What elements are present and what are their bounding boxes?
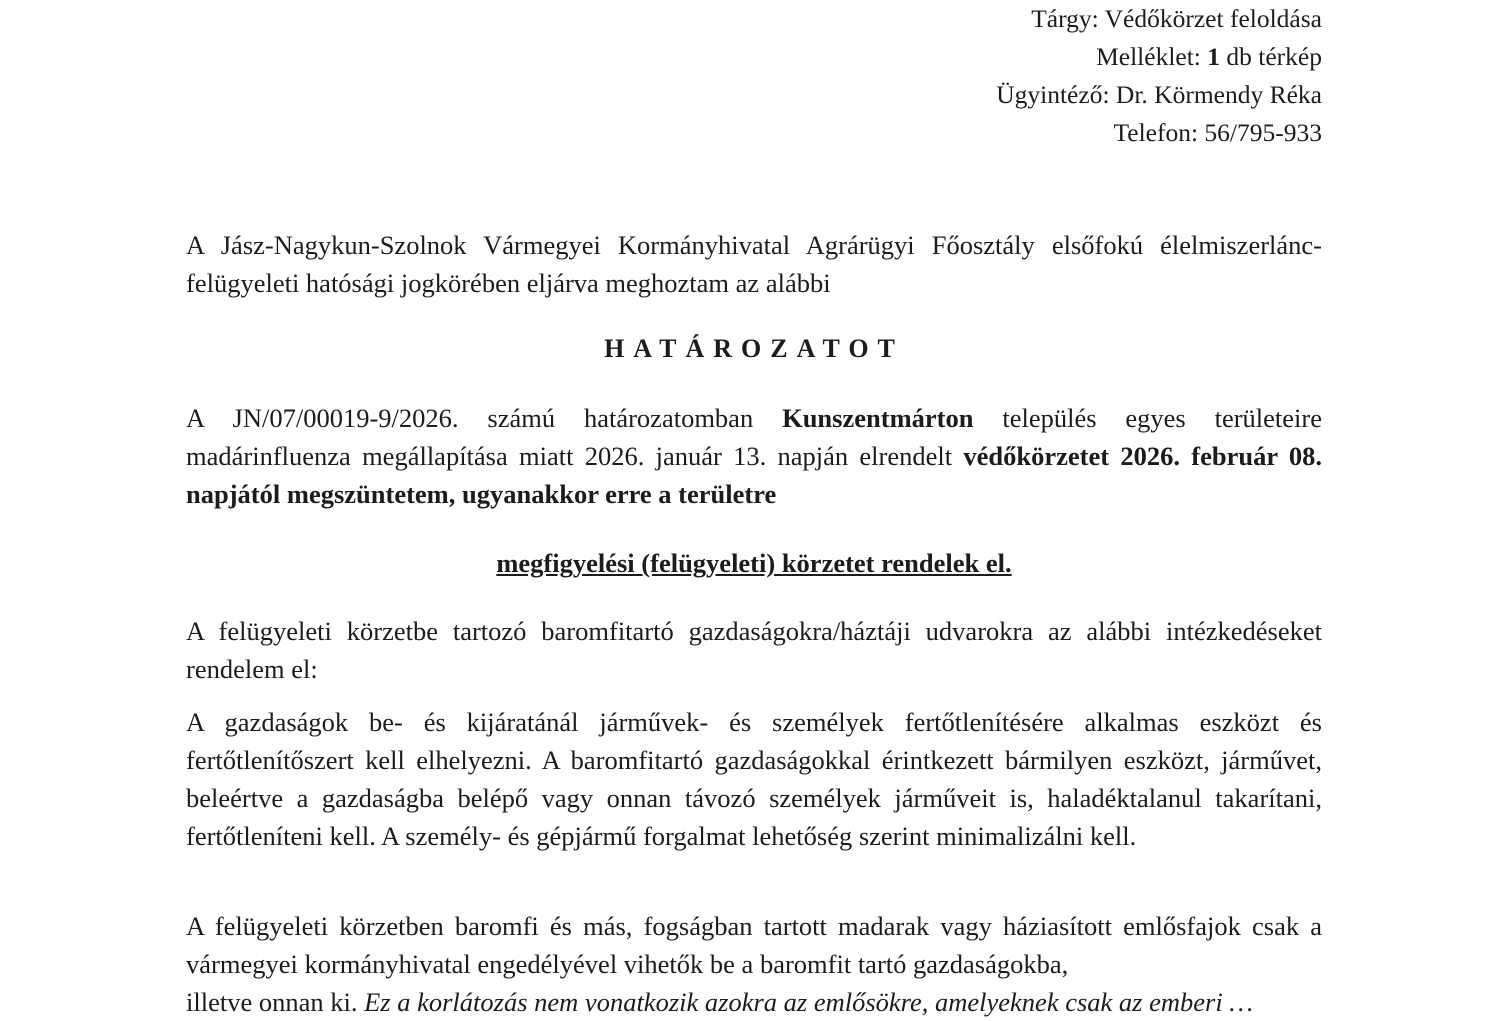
phone-value: 56/795-933: [1204, 118, 1322, 147]
subject-value: Védőkörzet feloldása: [1104, 4, 1322, 33]
disinfection-paragraph: A gazdaságok be- és kijáratánál járművek- és személyek fertőtlenítésére alkalmas eszközt és fertőtlenítőszert kell elhelyezni. A baromfitartó gazdaságokkal érintkezett bármilyen eszközt, járművet, beleértve a gazdaságba belépő vagy onnan távozó személyek járműveit is, haladéktalanul takarítani, fertőtleníteni kell. A személy- és gépjármű forgalmat lehetőség szerint minimalizálni kell.: [186, 707, 1322, 851]
decision-text-part2: település egyes területeire madárinfluenza megállapítása miatt 2026. január 13. napján elrendelt: [186, 403, 1323, 471]
decision-paragraph: [186, 399, 1322, 513]
measures-intro-paragraph: A felügyeleti körzetbe tartozó baromfitartó gazdaságokra/háztáji udvarokra az alábbi intézkedéseket rendelem el:: [186, 616, 1322, 684]
subject-label: Tárgy:: [1031, 4, 1099, 33]
order-heading: megfigyelési (felügyeleti) körzetet rendelek el.: [496, 548, 1012, 578]
intro-paragraph: A Jász-Nagykun-Szolnok Vármegyei Kormányhivatal Agrárügyi Főosztály elsőfokú élelmiszerlánc-felügyeleti hatósági jogkörében eljárva meghoztam az alábbi: [186, 230, 1322, 298]
transport-paragraph: [186, 907, 1322, 1021]
phone-line: [996, 114, 1322, 152]
officer-label: Ügyintéző:: [996, 80, 1110, 109]
decision-place: Kunszentmárton: [782, 403, 974, 433]
attachment-line: [996, 38, 1322, 76]
decision-text-part1: A JN/07/00019-9/2026. számú határozatomban: [186, 403, 783, 433]
decision-bold-conclusion: védőkörzetet 2026. február 08. napjától megszüntetem, ugyanakkor erre a területre: [186, 441, 1322, 509]
subject-line: [996, 0, 1322, 38]
officer-value: Dr. Körmendy Réka: [1115, 80, 1322, 109]
phone-label: Telefon:: [1113, 118, 1199, 147]
document-header-meta: [996, 0, 1322, 152]
attachment-count: 1: [1207, 42, 1221, 71]
transport-cut-plain: illetve onnan ki.: [186, 987, 365, 1017]
transport-cut-line: [186, 983, 1322, 1021]
decision-title: HATÁROZATOT: [604, 334, 904, 363]
attachment-value: db térkép: [1226, 42, 1322, 71]
officer-line: [996, 76, 1322, 114]
transport-text: A felügyeleti körzetben baromfi és más, fogságban tartott madarak vagy háziasított emlősfajok csak a vármegyei kormányhivatal engedélyével vihetők be a baromfit tartó gazdaságokba,: [186, 911, 1322, 979]
attachment-label: Melléklet:: [1096, 42, 1201, 71]
transport-cut-italic: Ez a korlátozás nem vonatkozik azokra az emlősökre, amelyeknek csak az emberi …: [364, 987, 1253, 1017]
